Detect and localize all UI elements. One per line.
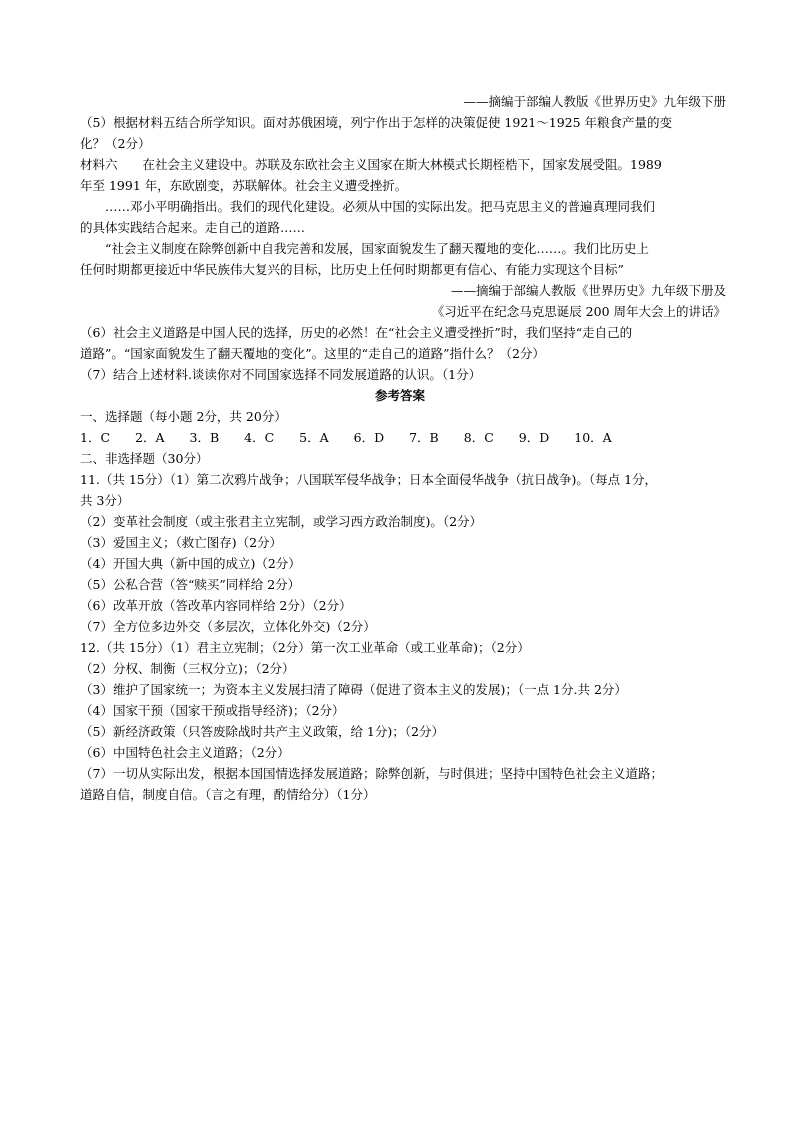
answer-item: （5）新经济政策（只答废除战时共产主义政策，给 1分)；（2分） <box>80 724 444 739</box>
answer-11-cont: 共 3分） <box>80 493 130 508</box>
source-citation: ——摘编于部编人教版《世界历史》九年级下册 <box>463 94 726 109</box>
question-5: （5）根据材料五结合所学知识。面对苏俄困境，列宁作出于怎样的决策促使 1921～1925 年粮食产量的变 <box>80 115 673 130</box>
answer-item: （7）全方位多边外交（多层次，立体化外交)（2分） <box>80 619 376 634</box>
answer-item: （2）变革社会制度（或主张君主立宪制，或学习西方政治制度)。（2分） <box>80 514 483 529</box>
answer-key-heading: 参考答案 <box>374 388 425 403</box>
answer-item: （6）改革开放（答改革内容同样给 2分）（2分） <box>80 598 352 613</box>
answer-item-cont: 道路自信，制度自信。（言之有理，酌情给分）（1分） <box>80 787 376 802</box>
section-heading: 二、非选择题（30分） <box>80 451 209 466</box>
question-6-cont: 道路”。“国家面貌发生了翻天覆地的变化”。这里的“走自己的道路”指什么？（2分） <box>80 346 545 361</box>
answer-item: （5）公私合营（答“赎买”同样给 2分） <box>80 577 301 592</box>
answer-12: 12.（共 15分）（1）君主立宪制；（2分）第一次工业革命（或工业革命)；（2分） <box>80 640 530 655</box>
source-citation-cont: 《习近平在纪念马克思诞辰 200 周年大会上的讲话》 <box>431 304 726 319</box>
question-5-cont: 化？（2分） <box>80 136 151 151</box>
material-6-para2-cont: 的具体实践结合起来。走自己的道路…… <box>80 220 306 235</box>
answer-item: （4）国家干预（国家干预或指导经济)；（2分） <box>80 703 345 718</box>
question-6: （6）社会主义道路是中国人民的选择，历史的必然！在“社会主义遭受挫折”时，我们坚持“走自己的 <box>80 325 633 340</box>
question-7: （7）结合上述材料.谈读你对不同国家选择不同发展道路的认识。（1分） <box>80 367 482 382</box>
source-citation: ——摘编于部编人教版《世界历史》九年级下册及 <box>450 283 726 298</box>
answer-item: （6）中国特色社会主义道路；（2分） <box>80 745 290 760</box>
answer-item: （3）维护了国家统一；为资本主义发展扫清了障碍（促进了资本主义的发展)；（一点 1分.共 2分） <box>80 682 627 697</box>
answer-11: 11.（共 15分）（1）第二次鸦片战争；八国联军侵华战争；日本全面侵华战争（抗日战争)。（每点 1分， <box>80 472 658 487</box>
material-6-quote-cont: 任何时期都更接近中华民族伟大复兴的目标，比历史上任何时期都更有信心、有能力实现这个目标” <box>80 262 624 277</box>
material-6-para2: ……邓小平明确指出。我们的现代化建设。必须从中国的实际出发。把马克思主义的普遍真理同我们 <box>80 199 656 214</box>
answer-item: （2）分权、制衡（三权分立)；（2分） <box>80 661 295 676</box>
answer-item: （7）一切从实际出发，根据本国国情选择发展道路；除弊创新，与时俱进；坚持中国特色社会主义道路； <box>80 766 663 781</box>
section-heading: 一、选择题（每小题 2分，共 20分） <box>80 409 287 424</box>
answer-item: （3）爱国主义；（救亡图存)（2分） <box>80 535 283 550</box>
material-6-cont: 年至 1991 年，东欧剧变，苏联解体。社会主义遭受挫折。 <box>80 178 408 193</box>
answer-item: （4）开国大典（新中国的成立)（2分） <box>80 556 301 571</box>
material-6-quote: “社会主义制度在除弊创新中自我完善和发展，国家面貌发生了翻天覆地的变化……。我们比历史上 <box>80 241 649 256</box>
material-6: 材料六 在社会主义建设中。苏联及东欧社会主义国家在斯大林模式长期桎梏下，国家发展受阻。1989 <box>80 157 662 172</box>
choice-answers: 1．C 2．A 3．B 4．C 5．A 6．D 7．B 8．C 9．D 10．A <box>80 430 612 445</box>
